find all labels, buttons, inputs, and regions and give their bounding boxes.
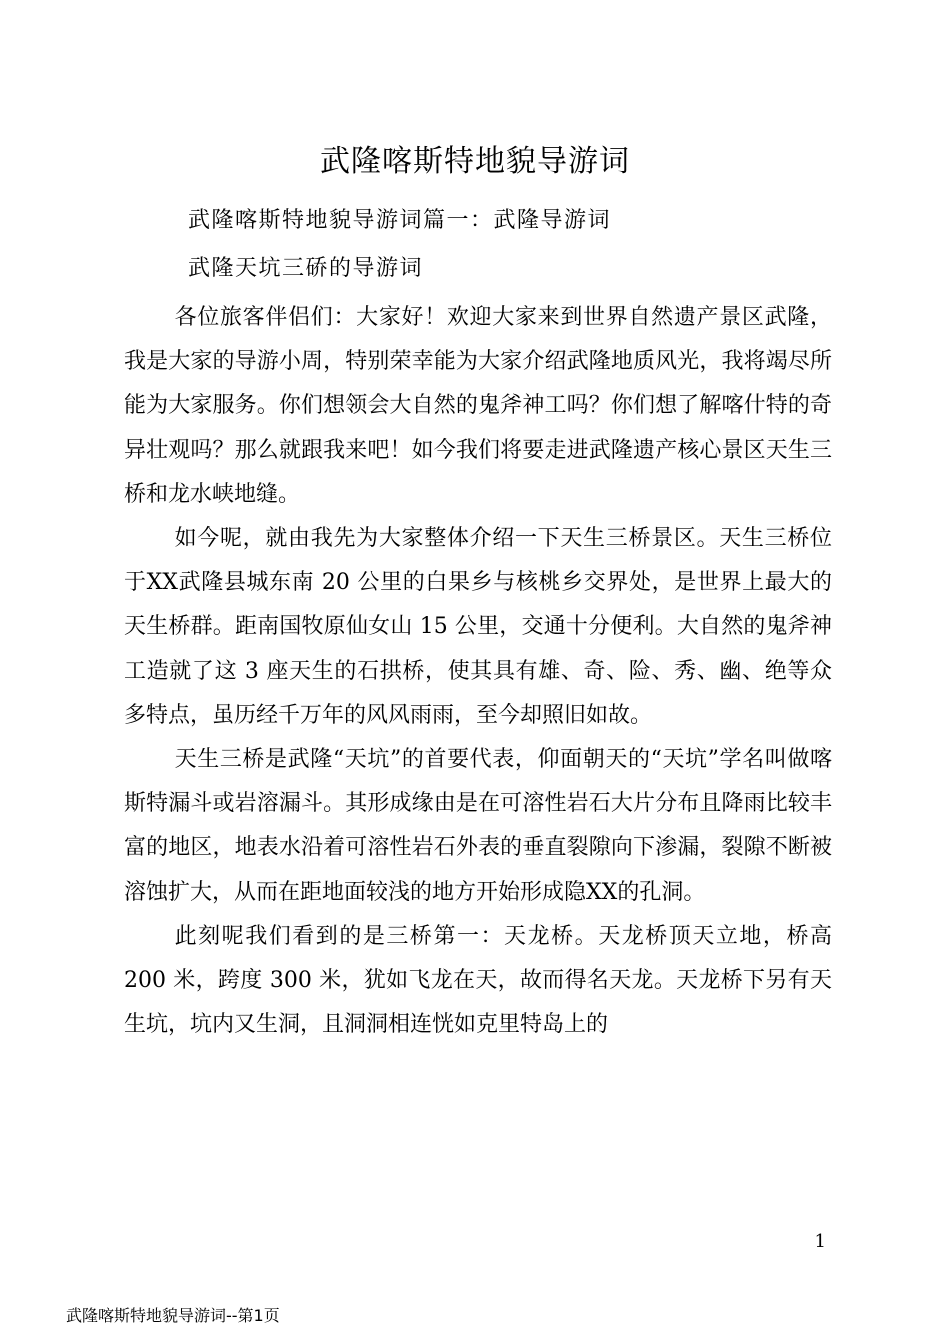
subtitle-line-2: 武隆天坑三硚的导游词 [188, 256, 424, 281]
paragraph-2: 如今呢，就由我先为大家整体介绍一下天生三桥景区。天生三桥位于XX武隆县城东南 20 公里的白果乡与核桃乡交界处，是世界上最大的天生桥群。距南国牧原仙女山 15 公里，交通十分便利。大自然的鬼斧神工造就了这 3 座天生的石拱桥，使其具有雄、奇、险、秀、幽、绝等众多特点，虽历经千万年的风风雨雨，至今却照旧如故。 [124, 526, 832, 728]
paragraph-1: 各位旅客伴侣们：大家好！欢迎大家来到世界自然遗产景区武隆，我是大家的导游小周，特别荣幸能为大家介绍武隆地质风光，我将竭尽所能为大家服务。你们想领会大自然的鬼斧神工吗？你们想了解喀什特的奇异壮观吗？那么就跟我来吧！如今我们将要走进武隆遗产核心景区天生三桥和龙水峡地缝。 [124, 305, 832, 507]
subtitle-line-1: 武隆喀斯特地貌导游词篇一：武隆导游词 [188, 208, 612, 233]
page-number: 1 [814, 1231, 826, 1252]
paragraph-4: 此刻呢我们看到的是三桥第一：天龙桥。天龙桥顶天立地，桥高 200 米，跨度 300 米，犹如飞龙在天，故而得名天龙。天龙桥下另有天生坑，坑内又生洞，且洞洞相连恍如克里特岛上的 [124, 923, 832, 1038]
document-title: 武隆喀斯特地貌导游词 [320, 144, 630, 179]
body-text [124, 296, 832, 1047]
page-footer: 武隆喀斯特地貌导游词--第1页 [66, 1306, 280, 1325]
paragraph-3: 天生三桥是武隆“天坑”的首要代表，仰面朝天的“天坑”学名叫做喀斯特漏斗或岩溶漏斗。其形成缘由是在可溶性岩石大片分布且降雨比较丰富的地区，地表水沿着可溶性岩石外表的垂直裂隙向下渗漏，裂隙不断被溶蚀扩大，从而在距地面较浅的地方开始形成隐XX的孔洞。 [124, 747, 832, 905]
